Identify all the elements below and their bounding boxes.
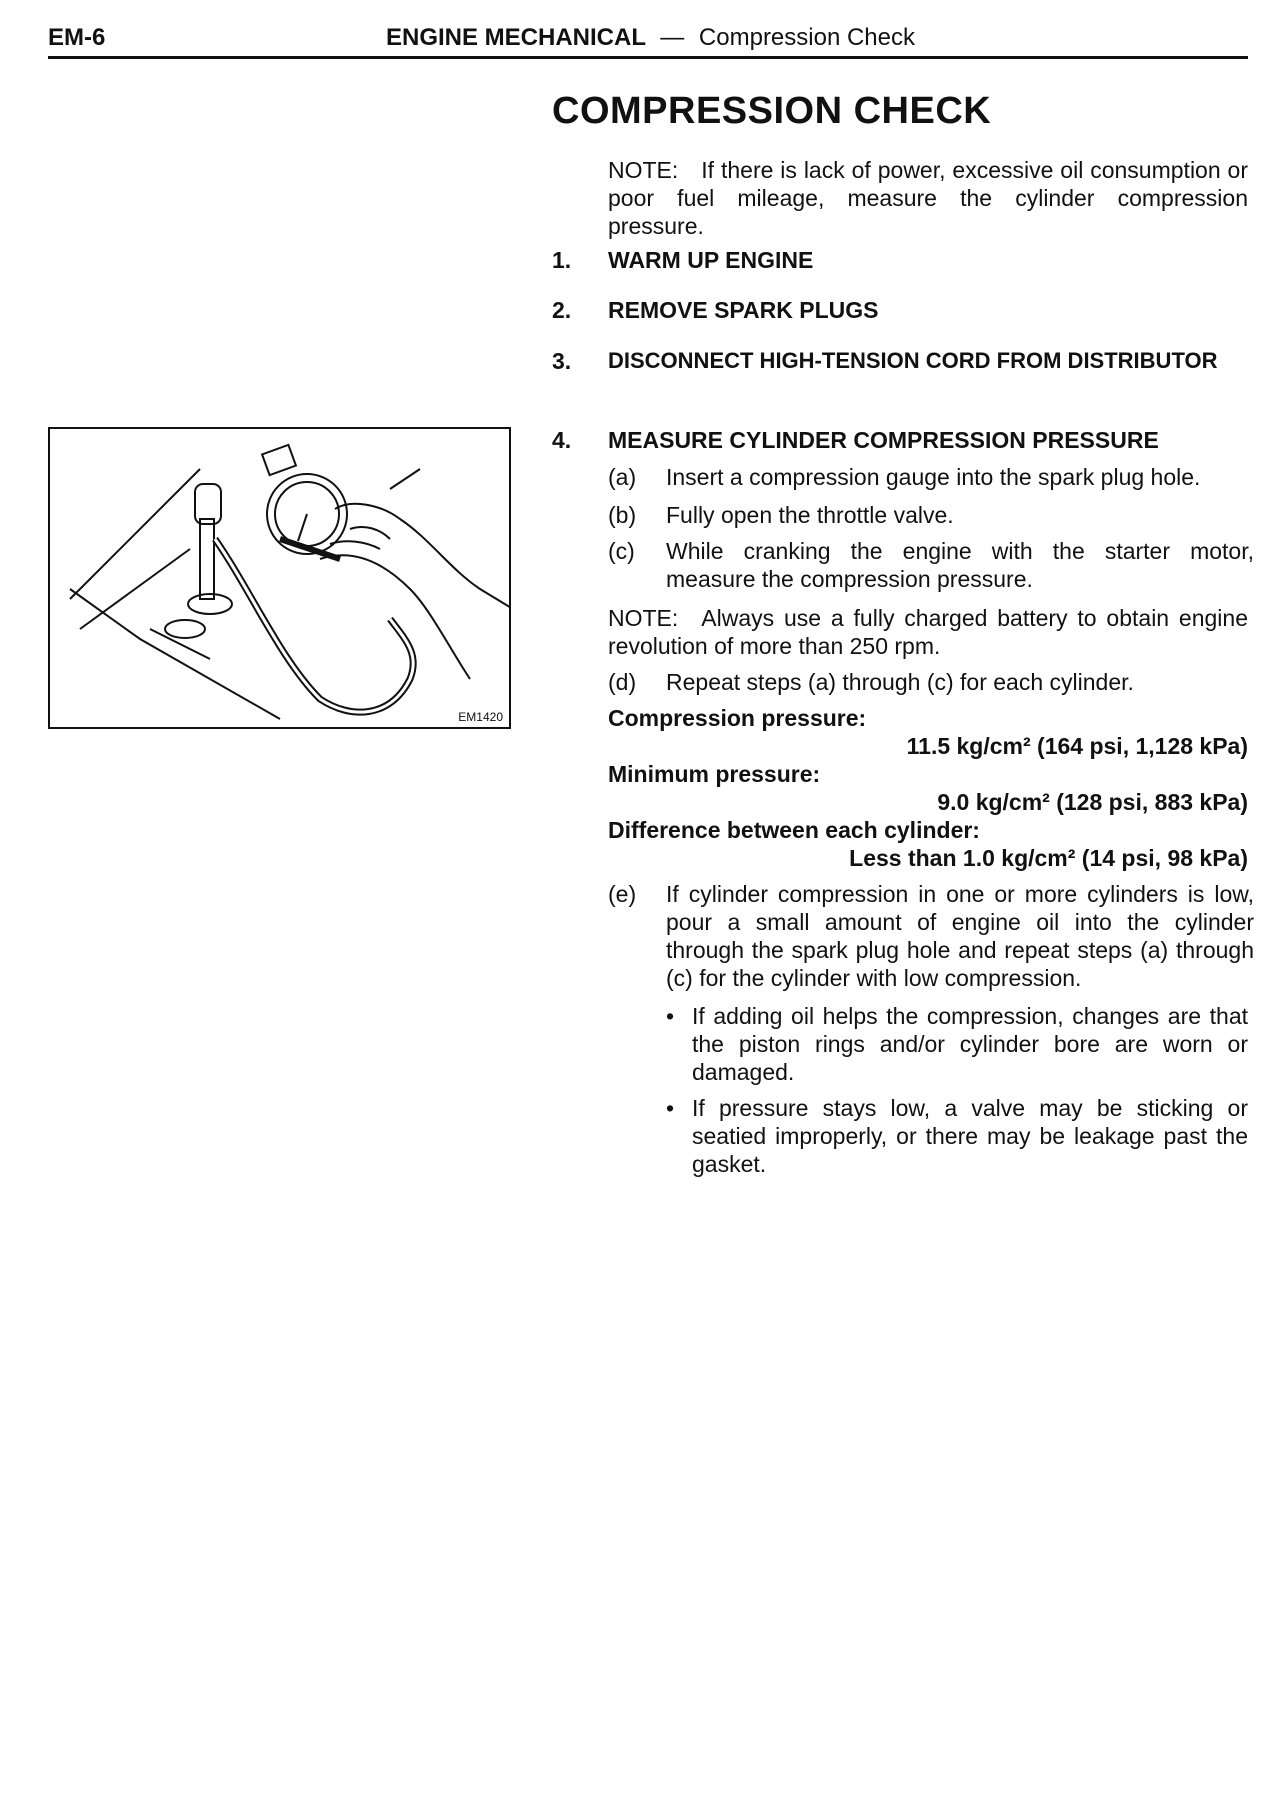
step-number: 4. bbox=[552, 427, 572, 453]
substep-b bbox=[608, 501, 1254, 529]
substep-letter: (d) bbox=[608, 669, 637, 695]
substep-text: While cranking the engine with the starter motor, measure the compression pressure. bbox=[666, 538, 1254, 592]
compression-gauge-illustration bbox=[50, 429, 511, 729]
substep-c bbox=[608, 537, 1254, 593]
step-1 bbox=[552, 247, 1252, 274]
substep-letter: (e) bbox=[608, 881, 637, 907]
header-separator: — bbox=[660, 24, 685, 51]
section-title: ENGINE MECHANICAL bbox=[386, 24, 646, 51]
bullet-pressure-low: • If pressure stays low, a valve may be sticking or seatied improperly, or there may be leakage past the gasket. bbox=[692, 1094, 1248, 1178]
substep-text: Fully open the throttle valve. bbox=[666, 502, 954, 528]
step-label: DISCONNECT HIGH-TENSION CORD FROM DISTRIBUTOR bbox=[608, 348, 1218, 373]
substep-d bbox=[608, 668, 1254, 696]
substep-letter: (a) bbox=[608, 464, 637, 490]
spec-value-minimum: 9.0 kg/cm² (128 psi, 883 kPa) bbox=[937, 789, 1248, 815]
substep-letter: (b) bbox=[608, 502, 637, 528]
header-rule bbox=[48, 56, 1248, 59]
spec-label-compression: Compression pressure: bbox=[608, 705, 867, 731]
step-label: MEASURE CYLINDER COMPRESSION PRESSURE bbox=[608, 427, 1159, 453]
page-title: COMPRESSION CHECK bbox=[552, 90, 992, 132]
substep-e bbox=[608, 880, 1254, 992]
step-label: REMOVE SPARK PLUGS bbox=[608, 297, 879, 323]
substep-text: Repeat steps (a) through (c) for each cylinder. bbox=[666, 669, 1134, 695]
page-code: EM-6 bbox=[48, 24, 106, 51]
spec-value-difference: Less than 1.0 kg/cm² (14 psi, 98 kPa) bbox=[849, 845, 1248, 871]
compression-gauge-figure bbox=[48, 427, 511, 729]
spec-label-minimum: Minimum pressure: bbox=[608, 761, 821, 787]
spec-value-compression: 11.5 kg/cm² (164 psi, 1,128 kPa) bbox=[906, 733, 1248, 759]
step-number: 2. bbox=[552, 297, 572, 323]
step-label: WARM UP ENGINE bbox=[608, 247, 814, 273]
step-number: 3. bbox=[552, 348, 572, 374]
substep-text: Insert a compression gauge into the spark plug hole. bbox=[666, 464, 1201, 490]
intro-note: NOTE: If there is lack of power, excessive oil consumption or poor fuel mileage, measure the cylinder compression pressure. bbox=[608, 157, 1248, 239]
figure-code: EM1420 bbox=[458, 710, 503, 724]
substep-text: If cylinder compression in one or more cylinders is low, pour a small amount of engine oil into the cylinder through the spark plug hole and repeat steps (a) through (c) for the cylinder with low compression. bbox=[666, 881, 1254, 991]
step-2 bbox=[552, 297, 1252, 324]
running-header bbox=[386, 24, 915, 52]
substep-a bbox=[608, 463, 1254, 491]
step-number: 1. bbox=[552, 247, 572, 273]
step-4 bbox=[552, 427, 1252, 454]
substep-letter: (c) bbox=[608, 538, 635, 564]
battery-note: NOTE: Always use a fully charged battery to obtain engine revolution of more than 250 rpm. bbox=[608, 605, 1248, 659]
bullet-oil-helps: • If adding oil helps the compression, changes are that the piston rings and/or cylinder bore are worn or damaged. bbox=[692, 1002, 1248, 1086]
spec-label-difference: Difference between each cylinder: bbox=[608, 817, 980, 843]
step-3 bbox=[552, 348, 1262, 375]
subsection-title: Compression Check bbox=[698, 24, 916, 51]
